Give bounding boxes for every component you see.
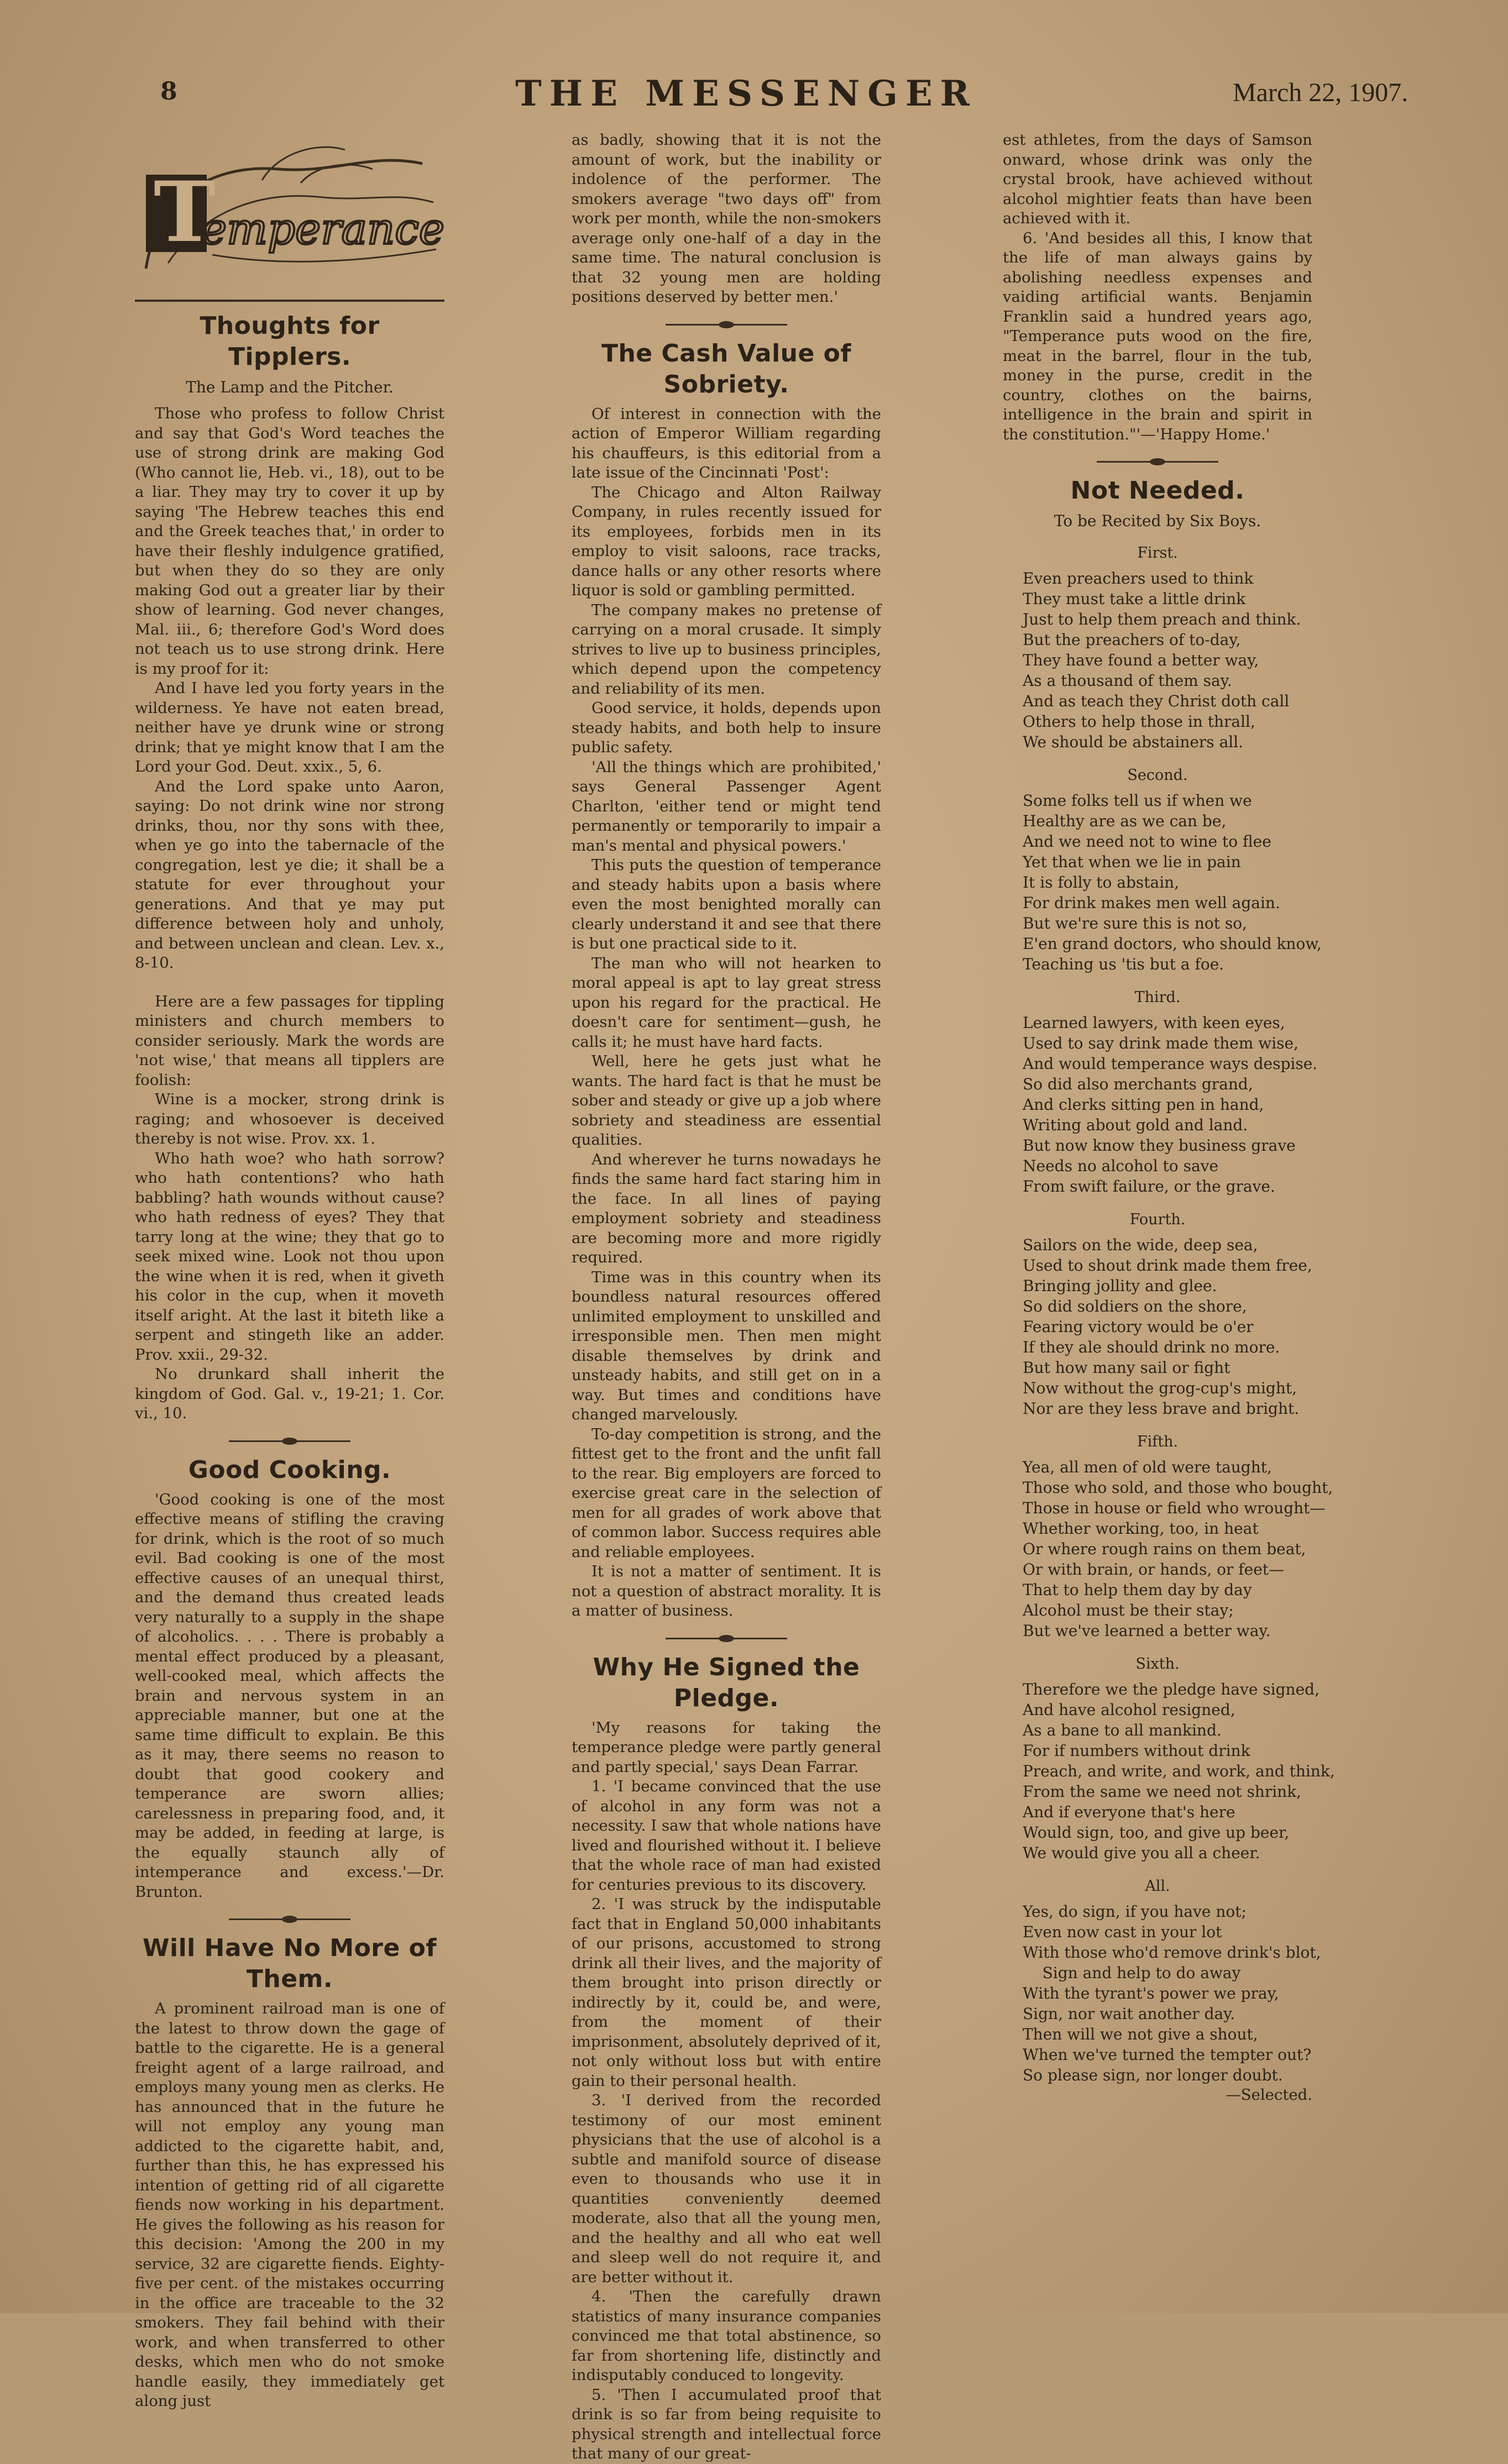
paragraph: The man who will not hearken to moral appeal is apt to lay great stress upon his regard for the practical. He doesn't care for sentiment—gush, he calls it; he must have hard facts. (572, 954, 881, 1051)
column-2 (572, 130, 881, 2464)
paragraph: 4. 'Then the carefully drawn statistics of many insurance companies convinced me that total abstinence, so far from shortening life, distinctly and indisputably conduced to longevity. (572, 2288, 881, 2384)
stanza-heading: First. (1137, 544, 1178, 562)
paragraph: Wine is a mocker, strong drink is raging; and whosoever is deceived thereby is not wise. Prov. xx. 1. (135, 1091, 444, 1147)
article-subtitle: The Lamp and the Pitcher. (186, 378, 394, 396)
stanza-heading: Second. (1127, 767, 1188, 784)
section-separator (666, 1634, 787, 1642)
paragraph: 'All the things which are prohibited,' says General Passenger Agent Charlton, 'either tend or might tend permanently or temporarily to impair a man's mental and physical powers.' (572, 758, 881, 854)
section-separator (1097, 458, 1218, 465)
stanza-heading: Fifth. (1137, 1433, 1179, 1450)
paragraph: And the Lord spake unto Aaron, saying: Do not drink wine nor strong drinks, thou, nor thy sons with thee, when ye go into the tabernacle of the congregation, lest ye die; it shall be a statute for ever throughout your generations. And that ye may put difference between holy and unholy, and between unclean and clean. Lev. x., 8-10. (135, 777, 444, 972)
paragraph: 'My reasons for taking the temperance pledge were partly general and partly special,' says Dean Farrar. (572, 1718, 881, 1776)
stanza-heading: Fourth. (1129, 1211, 1186, 1228)
paragraph: Good service, it holds, depends upon steady habits, and both help to insure public safety. (572, 699, 881, 756)
paragraph: The Chicago and Alton Railway Company, in rules recently issued for its employees, forbids men in its employ to visit saloons, race tracks, dance halls or any other resorts where liquor is sold or gambling permitted. (572, 483, 881, 599)
paragraph: est athletes, from the days of Samson onward, whose drink was only the crystal brook, have achieved without alcohol mightier feats than have been achieved with it. (1003, 131, 1312, 227)
svg-text:T: T (154, 164, 216, 261)
article-title-why-he-signed: Why He Signed the Pledge. (593, 1653, 860, 1712)
column-3 (1003, 130, 1335, 2105)
stanza-heading: Sixth. (1135, 1655, 1180, 1673)
stanza: Yes, do sign, if you have not; Even now cast in your lot With those who'd remove drink's blot, Sign and help to do away With the tyrant's power we pray, Sign, nor wait another day. Then will we not give a shout, When we've turned the tempter out? So please sign, nor longer doubt. (1023, 1902, 1321, 2084)
page-number: 8 (160, 77, 177, 106)
stanza-heading: Third. (1134, 989, 1181, 1006)
paragraph: Well, here he gets just what he wants. The hard fact is that he must be sober and steady or give up a job where sobriety and steadiness are essential qualities. (572, 1052, 881, 1149)
section-separator (666, 321, 787, 328)
paragraph: as badly, showing that it is not the amount of work, but the inability or indolence of the performer. The smokers average "two days off" from work per month, while the non-smokers average only one-half of a day in the same time. The natural conclusion is that 32 young men are holding positions deserved by better men.' (572, 131, 881, 306)
stanza: Learned lawyers, with keen eyes, Used to say drink made them wise, And would temperance ways despise. So did also merchants grand, And clerks sitting pen in hand, Writing about gold and land. But now know they business grave Needs no alcohol to save From swift failure, or the grave. (1023, 1014, 1318, 1196)
stanza: Some folks tell us if when we Healthy are as we can be, And we need not to wine to flee Yet that when we lie in pain It is folly to abstain, For drink makes men well again. But we're sure this is not so, E'en grand doctors, who should know, Teaching us 'tis but a foe. (1023, 791, 1322, 973)
section-separator (229, 1437, 350, 1445)
paragraph: Who hath woe? who hath sorrow? who hath contentions? who hath babbling? hath wounds without cause? who hath redness of eyes? They that tarry long at the wine; they that go to seek mixed wine. Look not thou upon the wine when it is red, when it giveth his color in the cup, when it moveth itself aright. At the last it biteth like a serpent and stingeth like an adder. Prov. xxii., 29-32. (135, 1149, 444, 1364)
paragraph: A prominent railroad man is one of the latest to throw down the gage of battle to the cigarette. He is a general freight agent of a large railroad, and employs many young men as clerks. He has announced that in the future he will not employ any young man addicted to the cigarette habit, and, further than this, he has expressed his intention of getting rid of all cigarette fiends now working in his department. He gives the following as his reason for this decision: 'Among the 200 in my service, 32 are cigarette fiends. Eighty-five per cent. of the mistakes occurring in the office are traceable to the 32 smokers. They fail behind with their work, and when transferred to other desks, which men who do not smoke handle easily, they immediately get along just (135, 2000, 444, 2410)
article-title-cash-value-of-sobriety: The Cash Value of Sobriety. (601, 339, 852, 399)
paragraph: 1. 'I became convinced that the use of alcohol in any form was not a necessity. I saw that whole nations have lived and flourished without it. I believe that the whole race of man had existed for centuries previous to its discovery. (572, 1778, 881, 1894)
stanza: Therefore we the pledge have signed, And have alcohol resigned, As a bane to all mankind. For if numbers without drink Preach, and write, and work, and think, From the same we need not shrink, And if everyone that's here Would sign, too, and give up beer, We would give you all a cheer. (1023, 1680, 1335, 1862)
stanza: Even preachers used to think They must take a little drink Just to help them preach and think. But the preachers of to-day, They have found a better way, As a thousand of them say. And as teach they Christ doth call Others to help those in thrall, We should be abstainers all. (1023, 569, 1301, 751)
paragraph: Here are a few passages for tippling ministers and church members to consider seriously. Mark the words are 'not wise,' that means all tipplers are foolish: (135, 992, 444, 1089)
paragraph: It is not a matter of sentiment. It is not a question of abstract morality. It is a matter of business. (572, 1563, 881, 1619)
paragraph: And I have led you forty years in the wilderness. Ye have not eaten bread, neither have ye drunk wine or strong drink; that ye might know that I am the Lord your God. Deut. xxix., 5, 6. (135, 679, 444, 775)
paragraph: 'Good cooking is one of the most effective means of stifling the craving for drink, which is the root of so much evil. Bad cooking is one of the most effective causes of an unequal thirst, and the demand thus created leads very naturally to a supply in the shape of alcoholics. . . . There is probably a mental effect produced by a pleasant, well-cooked meal, which affects the brain and nervous system in an appreciable manner, but one at the same time difficult to explain. Be this as it may, there seems no reason to doubt that good cookery and temperance are sworn allies; carelessness in preparing food, and, it may be added, in feeding at large, is the equally staunch ally of intemperance and excess.'—Dr. Brunton. (135, 1490, 444, 1901)
svg-text:emperance: emperance (201, 205, 445, 254)
paragraph: 2. 'I was struck by the indisputable fact that in England 50,000 inhabitants of our prisons, accustomed to strong drink all their lives, and the majority of them brought into prison directly or indirectly by it, could be, and were, from the moment of their imprisonment, absolutely deprived of it, not only without loss but with entire gain to their personal health. (572, 1895, 881, 2090)
article-title-thoughts-for-tipplers: Thoughts for Tipplers. (200, 312, 380, 371)
paragraph: 3. 'I derived from the recorded testimony of our most eminent physicians that the use of alcohol is a subtle and manifold source of disease even to thousands who use it in quantities conveniently deemed moderate, also that all the young men, and the healthy and all who eat well and sleep well do not require it, and are better without it. (572, 2091, 881, 2286)
masthead: THE MESSENGER (515, 73, 977, 114)
stanza-heading: All. (1145, 1878, 1170, 1895)
column-1 (135, 130, 444, 2411)
article-title-will-have-no-more: Will Have No More of Them. (142, 1934, 437, 1993)
issue-date: March 22, 1907. (1233, 78, 1408, 107)
logo-rule (135, 300, 444, 302)
stanza: Sailors on the wide, deep sea, Used to shout drink made them free, Bringing jollity and glee. So did soldiers on the shore, Fearing victory would be o'er If they ale should drink no more. But how many sail or fight Now without the grog-cup's might, Nor are they less brave and bright. (1023, 1236, 1312, 1418)
paragraph: The company makes no pretense of carrying on a moral crusade. It simply strives to live up to business principles, which depend upon the competency and reliability of its men. (572, 601, 881, 698)
credit-line: —Selected. (1226, 2086, 1312, 2104)
paragraph: Those who profess to follow Christ and say that God's Word teaches the use of strong drink are making God (Who cannot lie, Heb. vi., 18), out to be a liar. They may try to cover it up by saying 'The Hebrew teaches this end and the Greek teaches that,' in order to have their fleshly indulgence gratified, but when they do so they are only making God out a greater liar by their show of learning. God never changes, Mal. iii., 6; therefore God's Word does not teach us to use strong drink. Here is my proof for it: (135, 405, 444, 678)
stanza: Yea, all men of old were taught, Those who sold, and those who bought, Those in house or field who wrought— Whether working, too, in heat Or where rough rains on them beat, Or with brain, or hands, or feet— That to help them day by day Alcohol must be their stay; But we've learned a better way. (1023, 1458, 1333, 1640)
paragraph: To-day competition is strong, and the fittest get to the front and the unfit fall to the rear. Big employers are forced to exercise great care in the selection of men for all grades of work above that of common labor. Success requires able and reliable employees. (572, 1425, 881, 1561)
temperance-logo (135, 130, 444, 302)
article-title-good-cooking: Good Cooking. (188, 1455, 391, 1484)
page-header (0, 73, 1508, 122)
paragraph: 6. 'And besides all this, I know that the life of man always gains by abolishing needless expenses and vaiding artificial wants. Benjamin Franklin said a hundred years ago, "Temperance puts wood on the fire, meat in the barrel, flour in the tub, money in the purse, credit in the country, clothes on the bairns, intelligence in the brain and spirit in the constitution."'—'Happy Home.' (1003, 229, 1312, 443)
paragraph: Of interest in connection with the action of Emperor William regarding his chauffeurs, is this editorial from a late issue of the Cincinnati 'Post': (572, 405, 881, 481)
paragraph: And wherever he turns nowadays he finds the same hard fact staring him in the face. In all lines of paying employment sobriety and steadiness are becoming more and more rigidly required. (572, 1150, 881, 1266)
section-separator (229, 1915, 350, 1923)
article-subtitle: To be Recited by Six Boys. (1054, 512, 1261, 530)
paragraph: No drunkard shall inherit the kingdom of God. Gal. v., 19-21; 1. Cor. vi., 10. (135, 1365, 444, 1422)
article-title-not-needed: Not Needed. (1070, 476, 1245, 505)
paragraph: 5. 'Then I accumulated proof that drink is so far from being requisite to physical strength and intellectual force that many of our great- (572, 2386, 881, 2462)
paragraph: This puts the question of temperance and steady habits upon a basis where even the most benighted morally can clearly understand it and see that there is but one practical side to it. (572, 856, 881, 952)
paragraph: Time was in this country when its boundless natural resources offered unlimited employment to unskilled and irresponsible men. Then men might disable themselves by drink and unsteady habits, and still get on in a way. But times and conditions have changed marvelously. (572, 1268, 881, 1423)
